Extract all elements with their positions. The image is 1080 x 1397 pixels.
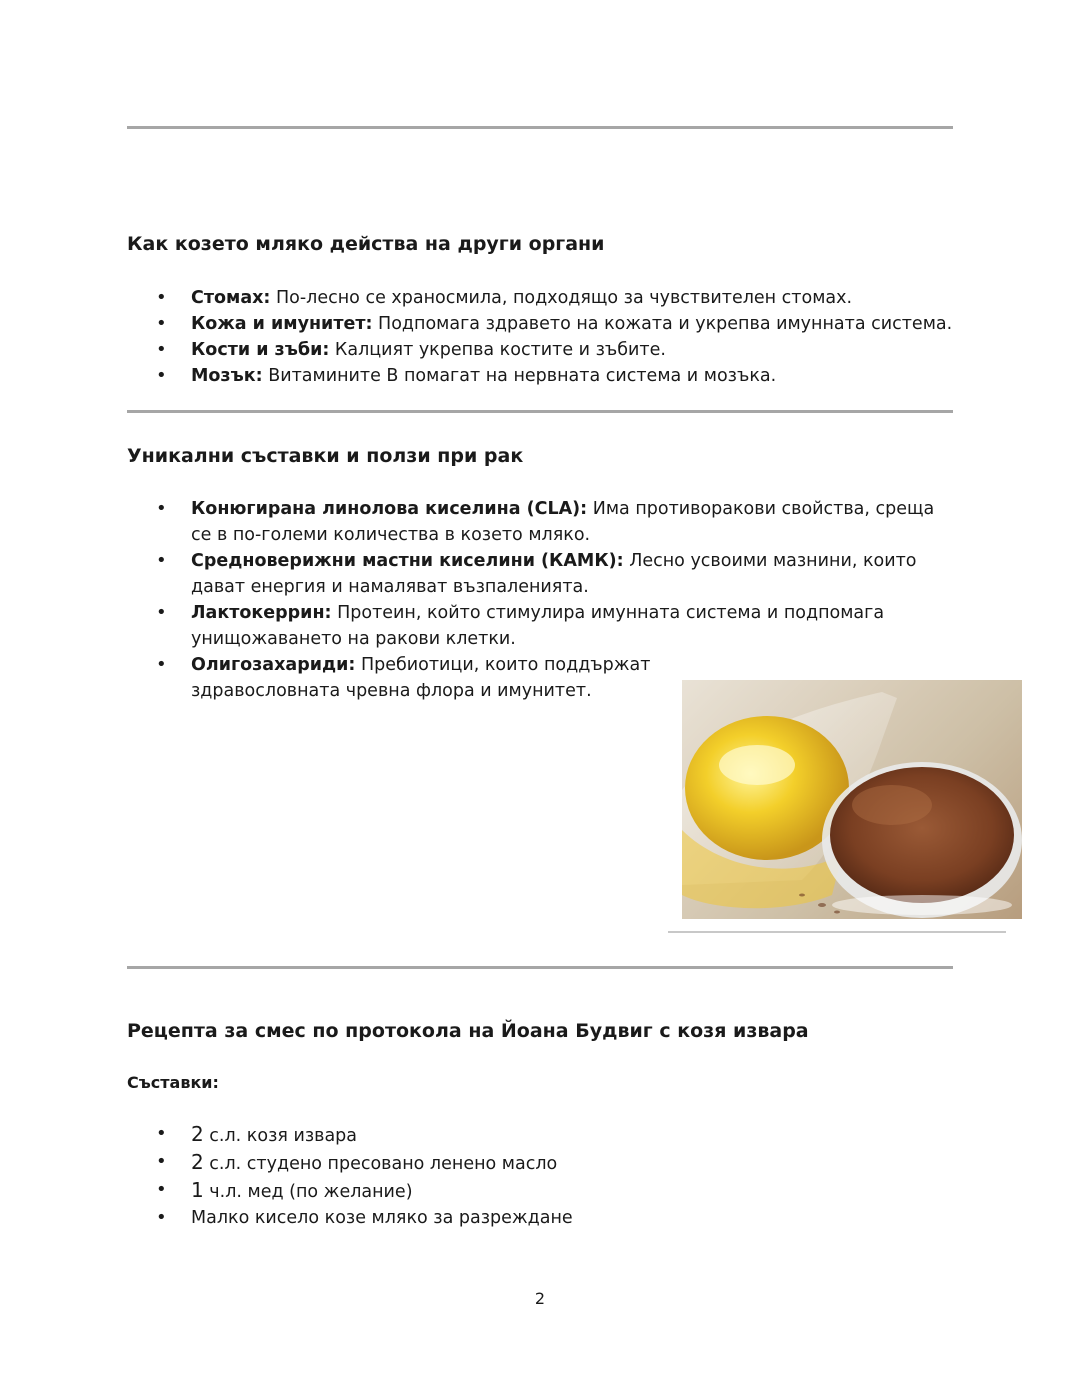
section-rule-1 <box>127 410 953 413</box>
list-item: • Кожа и имунитет: Подпомага здравето на кожата и укрепва имунната система. <box>127 311 967 337</box>
list-item: • 1 ч.л. мед (по желание) <box>127 1177 967 1205</box>
list-item: • Конюгирана линолова киселина (CLA): Има противоракови свойства, среща се в по-големи количества в козето мляко. <box>127 496 949 548</box>
section-title-recipe: Рецепта за смес по протокола на Йоана Будвиг с козя извара <box>127 1020 809 1042</box>
organs-list <box>127 285 967 389</box>
section-title-ingredients-cancer: Уникални съставки и ползи при рак <box>127 445 524 467</box>
photo-shadow <box>668 931 1006 933</box>
list-item: • Малко кисело козе мляко за разреждане <box>127 1205 967 1231</box>
list-item: • Средноверижни мастни киселини (КАМК): Лесно усвоими мазнини, които дават енергия и намаляват възпаленията. <box>127 548 949 600</box>
section-title-organs: Как козето мляко действа на други органи <box>127 233 605 255</box>
recipe-ingredients-list <box>127 1121 967 1231</box>
flaxseed-oil-photo <box>682 680 1022 919</box>
list-item: • Лактокеррин: Протеин, който стимулира имунната система и подпомага унищожаването на ракови клетки. <box>127 600 949 652</box>
ingredients-subtitle: Съставки: <box>127 1073 219 1092</box>
top-rule <box>127 126 953 129</box>
list-item: • Кости и зъби: Калцият укрепва костите и зъбите. <box>127 337 967 363</box>
list-item: • 2 с.л. студено пресовано ленено масло <box>127 1149 967 1177</box>
section-rule-2 <box>127 966 953 969</box>
list-item-continuation: здравословната чревна флора и имунитет. <box>191 681 592 701</box>
ingredients-cancer-list <box>127 496 949 678</box>
list-item: • Мозък: Витамините В помагат на нервната система и мозъка. <box>127 363 967 389</box>
list-item: • Олигозахариди: Пребиотици, които поддържат <box>127 652 711 678</box>
page-number: 2 <box>534 1289 546 1308</box>
list-item: • 2 с.л. козя извара <box>127 1121 967 1149</box>
list-item: • Стомах: По-лесно се храносмила, подходящо за чувствителен стомах. <box>127 285 967 311</box>
